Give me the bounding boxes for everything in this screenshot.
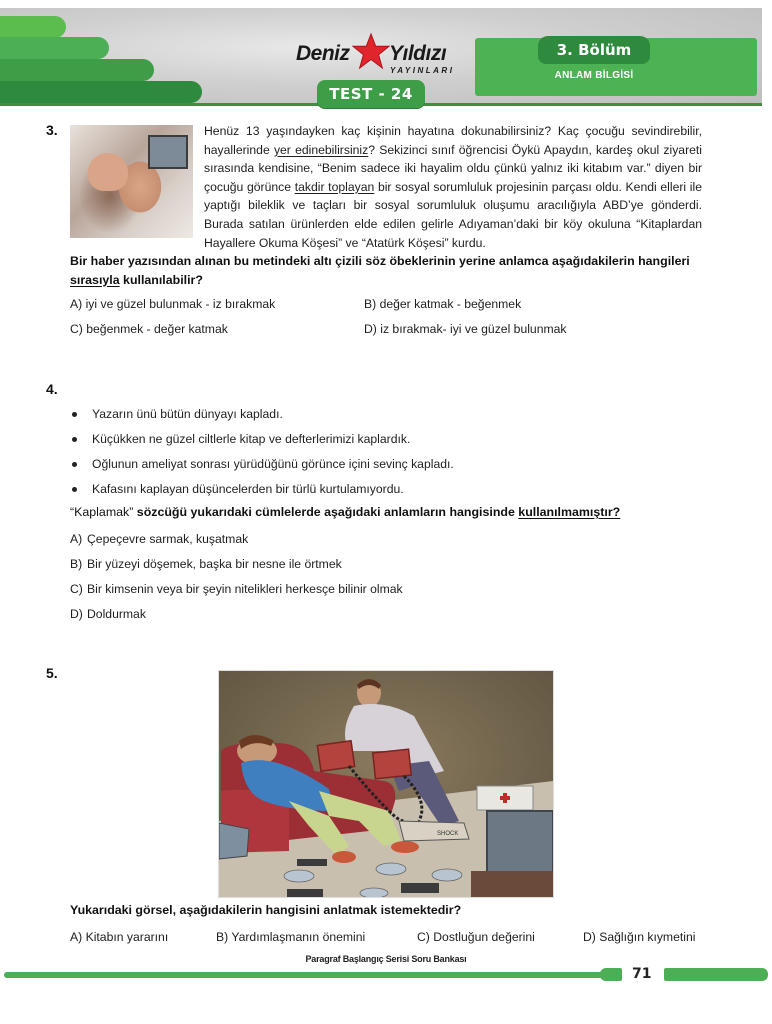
footer-rule bbox=[4, 972, 606, 978]
option-text: Doldurmak bbox=[87, 607, 146, 621]
option-letter: B) bbox=[70, 557, 83, 571]
bullet-icon bbox=[72, 462, 77, 467]
bullet-icon bbox=[72, 487, 77, 492]
header-stripe bbox=[0, 16, 66, 38]
option-letter: A) bbox=[70, 532, 83, 546]
q3-option-a[interactable]: A) iyi ve güzel bulunmak - iz bırakmak bbox=[70, 297, 276, 311]
page-number: 71 bbox=[632, 966, 652, 982]
video-tape bbox=[297, 859, 327, 866]
tv-stand bbox=[471, 871, 553, 897]
bullet-item bbox=[70, 427, 690, 452]
shock-box bbox=[399, 821, 469, 841]
q5-option-b[interactable]: B) Yardımlaşmanın önemini bbox=[216, 930, 366, 944]
video-tape bbox=[287, 889, 323, 897]
question-3-passage bbox=[204, 122, 702, 252]
header-stripe bbox=[0, 81, 202, 103]
cd-disc bbox=[376, 863, 406, 875]
bullet-item bbox=[70, 452, 690, 477]
q4-option-b[interactable] bbox=[70, 552, 403, 577]
passage-segment: bir sosyal sorumluluk projesinin parçası oldu. Kendi elleri ile yaptığı bileklik ve taçları bir sosyal sorumluluk oluşumu aracılığıyla ABD’ye gönderdi. Burada satılan ürünlerden elde edilen gelirle Adıyaman’daki bir köy okuluna “Kitaplardan Hayallere Okuma Köşesi” ve “Atatürk Köşesi” kurdu. bbox=[204, 179, 702, 250]
bullet-text: Oğlunun ameliyat sonrası yürüdüğünü görünce içini sevinç kapladı. bbox=[92, 457, 454, 471]
shock-label: SHOCK bbox=[437, 831, 459, 837]
bullet-icon bbox=[72, 437, 77, 442]
q4-option-a[interactable] bbox=[70, 527, 403, 552]
q3-option-d[interactable]: D) iz bırakmak- iyi ve güzel bulunmak bbox=[364, 322, 567, 336]
question-4-stem bbox=[70, 505, 620, 519]
option-text: Bir yüzeyi döşemek, başka bir nesne ile örtmek bbox=[87, 557, 342, 571]
option-text: Çepeçevre sarmak, kuşatmak bbox=[87, 532, 249, 546]
question-4-bullet-list bbox=[70, 402, 690, 502]
option-text: Bir kimsenin veya bir şeyin nitelikleri herkesçe bilinir olmak bbox=[87, 582, 403, 596]
question-3-stem bbox=[70, 252, 702, 289]
star-icon bbox=[352, 32, 390, 70]
q3-option-b[interactable]: B) değer katmak - beğenmek bbox=[364, 297, 522, 311]
sandal bbox=[391, 841, 419, 853]
q4-option-d[interactable] bbox=[70, 602, 403, 627]
stem-quoted-word: “Kaplamak” bbox=[70, 505, 134, 519]
header-stripe bbox=[0, 59, 154, 81]
logo-word-deniz: Deniz bbox=[296, 42, 350, 65]
cd-disc bbox=[284, 870, 314, 882]
passage-segment: ? Sekizinci sınıf öğrencisi Öykü Apaydın, kardeş okul ziyareti sırasında kendisine, “Benim sadece iki hayalim oldu çünkü yalnız iki kitabım var.” diyen bir çocuğu görünce bbox=[204, 142, 703, 194]
question-number-3: 3. bbox=[46, 122, 58, 138]
laptop bbox=[219, 823, 249, 859]
stem-text: sözcüğü yukarıdaki cümlelerde aşağıdaki anlamların hangisinde bbox=[133, 505, 519, 519]
test-number-badge: TEST - 24 bbox=[317, 80, 425, 108]
video-tape bbox=[401, 883, 439, 893]
question-5-stem: Yukarıdaki görsel, aşağıdakilerin hangisini anlatmak istemektedir? bbox=[70, 903, 462, 917]
q5-option-a[interactable]: A) Kitabın yararını bbox=[70, 930, 169, 944]
stem-text: Bir haber yazısından alınan bu metindeki altı çizili söz öbeklerinin yerine anlamca aşağıdakilerin hangileri bbox=[70, 254, 690, 268]
question-4-options bbox=[70, 527, 403, 627]
passage-underlined-phrase: yer edinebilirsiniz bbox=[273, 142, 369, 157]
section-label: 3. Bölüm bbox=[538, 36, 650, 64]
q5-option-c[interactable]: C) Dostluğun değerini bbox=[417, 930, 535, 944]
question-3-photo bbox=[70, 125, 193, 238]
cd-disc bbox=[432, 869, 462, 881]
footer-rule-right bbox=[664, 968, 768, 981]
header-stripe bbox=[0, 37, 109, 59]
passage-segment: Henüz 13 yaşındayken kaç kişinin hayatına dokunabilirsiniz? Kaç çocuğu sevindirebilir, hayallerinde bbox=[204, 124, 702, 157]
bullet-icon bbox=[72, 412, 77, 417]
book-paddle-right bbox=[373, 749, 412, 779]
photo-frame-detail bbox=[148, 135, 188, 169]
question-5-illustration bbox=[218, 670, 554, 898]
first-aid-cross-icon bbox=[500, 796, 510, 800]
book-title: Paragraf Başlangıç Serisi Soru Bankası bbox=[305, 954, 467, 964]
option-letter: D) bbox=[70, 607, 83, 621]
q5-option-d[interactable]: D) Sağlığın kıymetini bbox=[583, 930, 696, 944]
bullet-item bbox=[70, 477, 690, 502]
publisher-logo bbox=[296, 36, 456, 76]
option-letter: C) bbox=[70, 582, 83, 596]
books-defibrillator-illustration bbox=[219, 671, 553, 897]
bullet-item bbox=[70, 402, 690, 427]
cd-disc bbox=[360, 888, 388, 897]
photo-hand-detail bbox=[88, 153, 128, 191]
logo-subtitle: YAYINLARI bbox=[390, 66, 455, 75]
question-number-5: 5. bbox=[46, 665, 58, 681]
bullet-text: Kafasını kaplayan düşüncelerden bir türlü kurtulamıyordu. bbox=[92, 482, 404, 496]
q3-option-c[interactable]: C) beğenmek - değer katmak bbox=[70, 322, 228, 336]
bullet-text: Küçükken ne güzel ciltlerle kitap ve defterlerimizi kaplardık. bbox=[92, 432, 411, 446]
q4-option-c[interactable] bbox=[70, 577, 403, 602]
question-number-4: 4. bbox=[46, 381, 58, 397]
passage-underlined-phrase: takdir toplayan bbox=[294, 179, 375, 194]
section-subtitle: ANLAM BİLGİSİ bbox=[554, 70, 634, 81]
stem-underlined: sırasıyla bbox=[70, 272, 120, 287]
television bbox=[487, 811, 553, 881]
stem-underlined: kullanılmamıştır? bbox=[518, 505, 621, 519]
logo-word-yildizi: Yıldızı bbox=[389, 42, 447, 65]
stem-text: kullanılabilir? bbox=[119, 272, 203, 287]
footer-rule-cap bbox=[600, 968, 622, 981]
sandal bbox=[332, 851, 356, 863]
bullet-text: Yazarın ünü bütün dünyayı kapladı. bbox=[92, 407, 283, 421]
